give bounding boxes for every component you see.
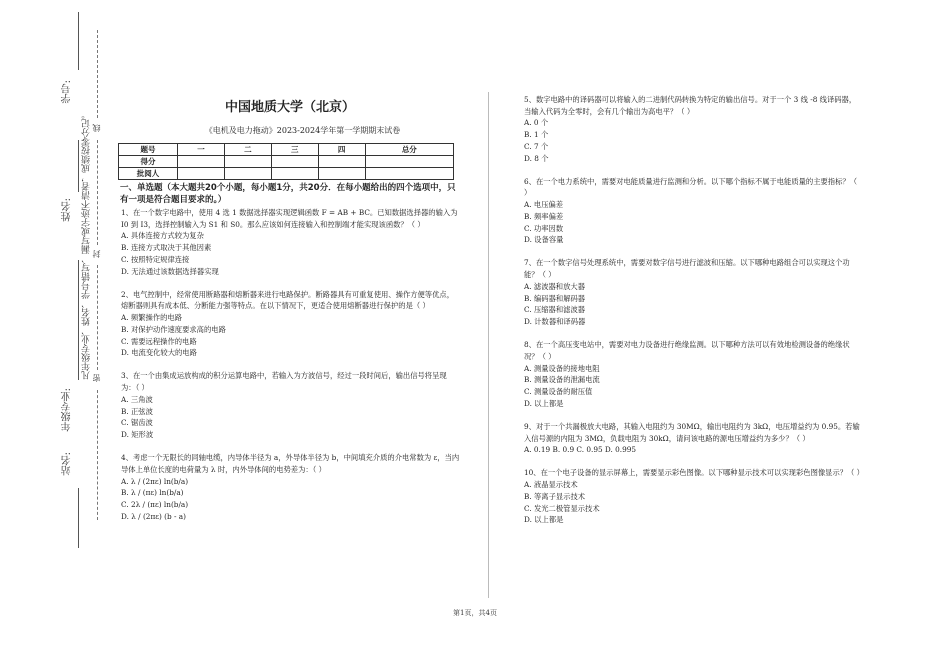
option-d[interactable]: D. 电流变化较大的电路 (121, 348, 197, 358)
grader-row (119, 168, 454, 180)
question-5 (524, 94, 862, 164)
option-a[interactable]: A. 0 个 (524, 118, 549, 128)
section-heading: 一、单选题（本大题共20个小题，每小题1分，共20分．在每小题给出的四个选项中，只有一项是符合题目要求的。） (120, 183, 456, 205)
question-3 (121, 370, 461, 440)
seal-dash-low (97, 265, 98, 370)
question-text: 5、数字电路中的译码器可以将输入的二进制代码转换为特定的输出信号。对于一个 3 线 -8 线译码器，当输入代码为全零时，会有几个输出为高电平？（ ） (524, 95, 857, 116)
site-line (78, 488, 79, 548)
option-d[interactable]: D. λ / (2πε) (b - a) (121, 511, 187, 521)
grader-cell[interactable] (178, 168, 225, 180)
seal-dash-mid (97, 140, 98, 245)
column-divider (488, 92, 489, 598)
binding-margin (0, 0, 110, 672)
score-header-cell: 四 (318, 144, 365, 156)
grader-cell[interactable] (271, 168, 318, 180)
option-c[interactable]: C. 锯齿波 (121, 418, 153, 428)
question-text: 2、电气控制中，经常使用断路器和熔断器来进行电路保护。断路器具有可重复使用、操作方便等优点，熔断器则具有成本低、分断能力强等特点。在以下情况下，更适合使用熔断器进行保护的是（ ） (121, 289, 454, 311)
option-a[interactable]: A. 滤波器和放大器 (524, 281, 585, 291)
option-d[interactable]: D. 计数器和译码器 (524, 316, 586, 326)
option-a[interactable]: A. 电压偏差 (524, 200, 564, 210)
grader-cell[interactable] (224, 168, 271, 180)
seal-line-char: 线 (92, 124, 101, 132)
question-10 (524, 467, 862, 526)
option-c[interactable]: C. 需要远程操作的电路 (121, 336, 197, 346)
option-c[interactable]: C. 7 个 (524, 141, 549, 151)
score-table (118, 143, 454, 180)
option-c[interactable]: C. 测量设备的耐压值 (524, 386, 593, 396)
question-7 (524, 257, 862, 327)
question-text: 4、考虑一个无限长的同轴电缆，内导体半径为 a，外导体半径为 b，中间填充介质的介电常数为 ε，当内导体上单位长度的电荷量为 λ 时，内外导体间的电势差为：（ ） (121, 453, 460, 474)
score-cell[interactable] (224, 156, 271, 168)
seal-seal-char: 封 (92, 250, 101, 258)
score-cell[interactable] (365, 156, 453, 168)
question-8 (524, 339, 862, 409)
option-d[interactable]: D. 以上都是 (524, 398, 564, 408)
option-d[interactable]: D. 矩形波 (121, 429, 154, 439)
option-b[interactable]: B. 正弦波 (121, 406, 153, 416)
question-2 (121, 289, 461, 359)
option-c[interactable]: C. 压缩器和滤波器 (524, 305, 586, 315)
option-c[interactable]: C. 发光二极管显示技术 (524, 503, 600, 513)
student-id-label: 学号: (62, 80, 73, 104)
option-c[interactable]: C. 按照特定规律连接 (121, 254, 190, 264)
question-6 (524, 176, 862, 246)
option-b[interactable]: B. 等离子显示技术 (524, 491, 586, 501)
options-inline[interactable]: A. 0.19 B. 0.9 C. 0.95 D. 0.995 (524, 445, 637, 455)
seal-mi-char: 密 (92, 374, 101, 382)
page-footer: 第1页，共4页 (453, 609, 497, 617)
score-header-cell: 题号 (119, 144, 178, 156)
question-4 (121, 452, 461, 522)
grader-row-label: 批阅人 (119, 168, 178, 180)
site-label: 站名: (62, 452, 73, 476)
question-text: 3、在一个由集成运放构成的积分运算电路中，若输入为方波信号，经过一段时间后，输出信号将呈现为：（ ） (121, 371, 447, 393)
score-header-cell: 二 (224, 144, 271, 156)
score-cell[interactable] (318, 156, 365, 168)
option-b[interactable]: B. 编码器和解码器 (524, 293, 586, 303)
left-column (121, 207, 461, 522)
question-text: 1、在一个数字电路中，使用 4 选 1 数据选择器实现逻辑函数 F = AB + BC。已知数据选择器的输入为 I0 到 I3，选择控制输入为 S1 和 S0。那么应该如何连接输入和控制端才能实现该函数？（ ） (121, 208, 458, 229)
exam-subtitle: 《电机及电力拖动》2023-2024学年第一学期期末试卷 (204, 126, 401, 135)
grader-cell[interactable] (365, 168, 453, 180)
score-header-cell: 三 (271, 144, 318, 156)
score-row-label: 得分 (119, 156, 178, 168)
major-label: 年级专业: (62, 388, 73, 432)
score-table-header-row (119, 144, 454, 156)
option-d[interactable]: D. 设备容量 (524, 235, 564, 245)
grader-cell[interactable] (318, 168, 365, 180)
score-header-cell: 一 (178, 144, 225, 156)
score-header-cell: 总分 (365, 144, 453, 156)
question-9 (524, 421, 862, 456)
option-b[interactable]: B. 连接方式取决于其他因素 (121, 243, 212, 253)
question-text: 10、在一个电子设备的显示屏幕上，需要显示彩色图像。以下哪种显示技术可以实现彩色图像显示？（ ） (524, 468, 864, 478)
binding-notice: 凡年级专业、姓名、学号错写、漏写或字迹不清者，成绩按零分记。 (82, 110, 92, 380)
option-b[interactable]: B. 频率偏差 (524, 211, 564, 221)
score-cell[interactable] (178, 156, 225, 168)
student-id-line (78, 12, 79, 70)
question-text: 6、在一个电力系统中，需要对电能质量进行监测和分析。以下哪个指标不属于电能质量的主要指标？（ ） (524, 176, 857, 198)
major-line (78, 260, 79, 380)
right-column (524, 94, 862, 526)
option-d[interactable]: D. 无法通过该数据选择器实现 (121, 266, 219, 276)
question-text: 9、对于一个共漏极放大电路，其输入电阻约为 30MΩ，输出电阻约为 3kΩ，电压增益约为 0.95。若输入信号源的内阻为 3MΩ，负载电阻为 30kΩ，请问该电路的源电压增益约为多少？（ ） (524, 421, 860, 443)
option-b[interactable]: B. 1 个 (524, 130, 549, 140)
option-b[interactable]: B. λ / (πε) ln(b/a) (121, 488, 184, 498)
option-c[interactable]: C. 功率因数 (524, 223, 564, 233)
seal-dash-bottom (97, 390, 98, 520)
score-row (119, 156, 454, 168)
option-a[interactable]: A. 频繁操作的电路 (121, 313, 182, 323)
question-1 (121, 207, 461, 277)
option-a[interactable]: A. 具体连接方式较为复杂 (121, 231, 204, 241)
option-b[interactable]: B. 测量设备的泄漏电流 (524, 375, 600, 385)
name-line (78, 140, 79, 192)
option-a[interactable]: A. 液晶显示技术 (524, 480, 578, 490)
seal-dash-top (97, 30, 98, 118)
name-label: 姓名: (62, 198, 73, 222)
page-title: 中国地质大学（北京） (224, 100, 355, 115)
option-a[interactable]: A. λ / (2πε) ln(b/a) (121, 476, 189, 486)
option-c[interactable]: C. 2λ / (πε) ln(b/a) (121, 499, 189, 509)
option-d[interactable]: D. 以上都是 (524, 515, 564, 525)
option-a[interactable]: A. 三角波 (121, 394, 153, 404)
question-text: 7、在一个数字信号处理系统中，需要对数字信号进行滤波和压缩。以下哪种电路组合可以实现这个功能？（ ） (524, 258, 850, 280)
option-b[interactable]: B. 对保护动作速度要求高的电路 (121, 324, 226, 334)
option-d[interactable]: D. 8 个 (524, 153, 549, 163)
option-a[interactable]: A. 测量设备的接地电阻 (524, 363, 600, 373)
question-text: 8、在一个高压变电站中，需要对电力设备进行绝缘监测。以下哪种方法可以有效地检测设备的绝缘状况？（ ） (524, 340, 850, 361)
score-cell[interactable] (271, 156, 318, 168)
